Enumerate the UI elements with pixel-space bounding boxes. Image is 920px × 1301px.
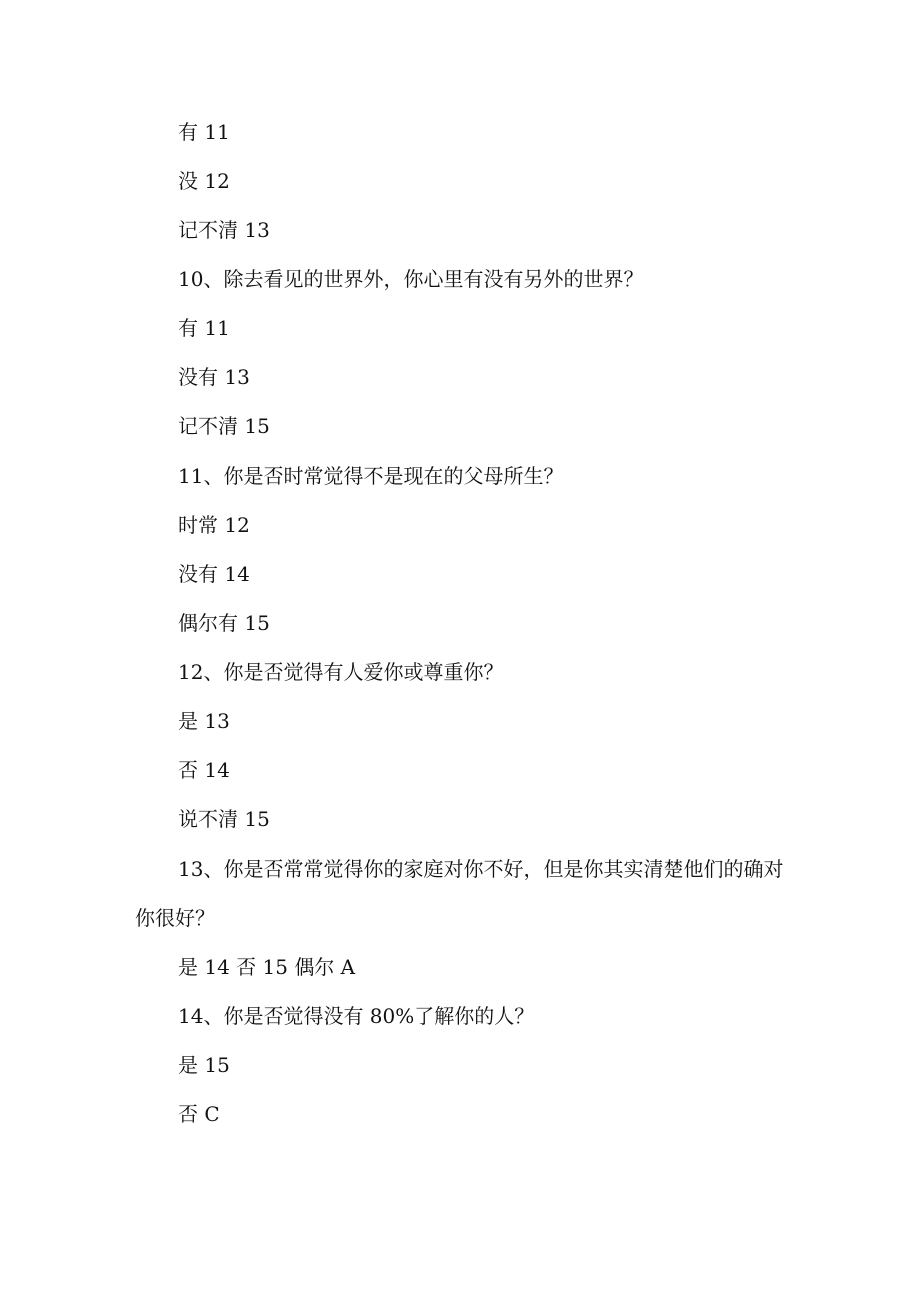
options-q13: 是 14 否 15 偶尔 A	[178, 955, 356, 979]
option-q14-yes: 是 15	[178, 1053, 230, 1077]
question-12: 12、你是否觉得有人爱你或尊重你？	[178, 660, 504, 684]
option-q9-unsure: 记不清 13	[178, 218, 270, 242]
option-q11-often: 时常 12	[178, 513, 250, 537]
option-q9-yes: 有 11	[178, 120, 230, 144]
question-11: 11、你是否时常觉得不是现在的父母所生？	[178, 464, 564, 488]
option-q10-no: 没有 13	[178, 365, 250, 389]
option-q10-yes: 有 11	[178, 316, 230, 340]
option-q11-sometimes: 偶尔有 15	[178, 611, 270, 635]
question-13-continued: 你很好？	[135, 906, 215, 930]
option-q14-no: 否 C	[178, 1102, 220, 1126]
option-q9-no: 没 12	[178, 169, 230, 193]
option-q11-no: 没有 14	[178, 562, 250, 586]
option-q12-no: 否 14	[178, 758, 230, 782]
question-13: 13、你是否常常觉得你的家庭对你不好，但是你其实清楚他们的确对	[178, 857, 784, 881]
question-14: 14、你是否觉得没有 80%了解你的人？	[178, 1004, 535, 1028]
option-q12-yes: 是 13	[178, 709, 230, 733]
option-q12-unsure: 说不清 15	[178, 807, 270, 831]
option-q10-unsure: 记不清 15	[178, 414, 270, 438]
question-10: 10、除去看见的世界外，你心里有没有另外的世界？	[178, 267, 644, 291]
